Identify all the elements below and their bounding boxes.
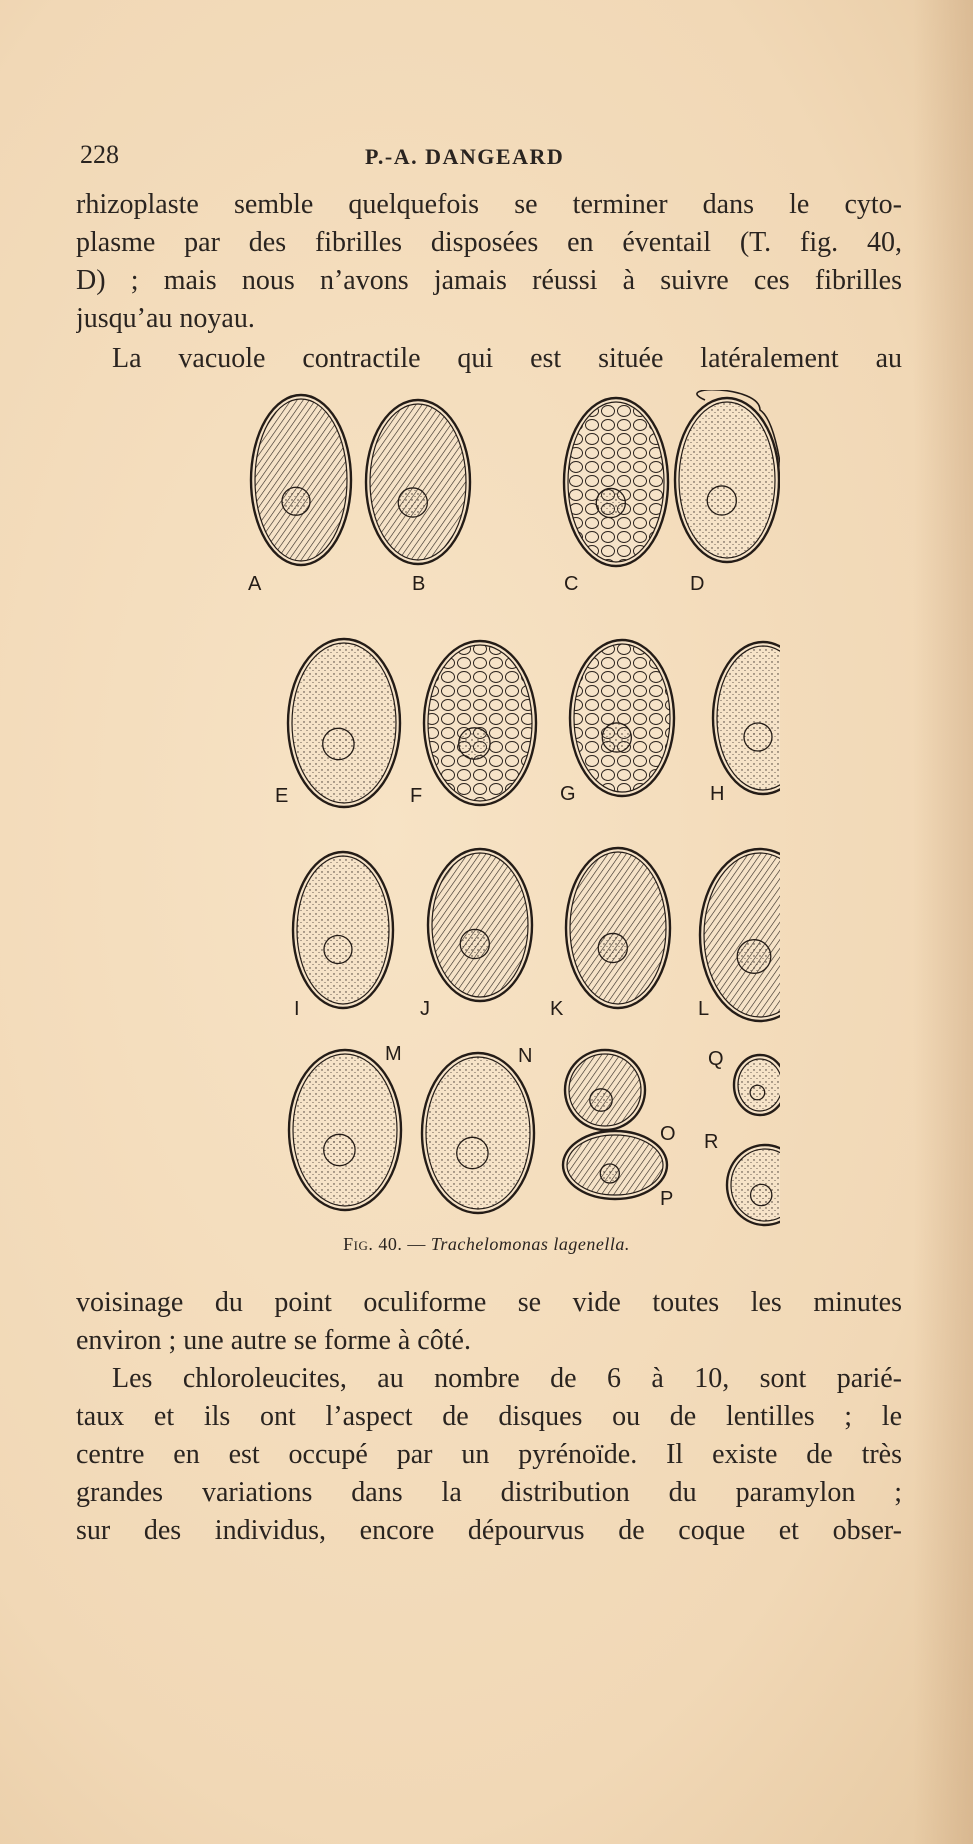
cell-nucleus [457, 1137, 488, 1168]
caption-prefix: Fig. 40. — [343, 1234, 426, 1254]
cell-interior [292, 643, 396, 803]
cell-nucleus [596, 488, 625, 517]
cell-interior [432, 853, 528, 997]
cell-interior [426, 1057, 530, 1209]
panel-label: A [248, 573, 262, 595]
panel-label: D [690, 573, 705, 595]
cell-nucleus [750, 1085, 765, 1100]
cell-interior [370, 404, 466, 560]
panel-label: C [564, 573, 579, 595]
panel-label: L [698, 998, 710, 1020]
cell-nucleus [459, 728, 490, 759]
cell-nucleus [590, 1089, 612, 1111]
cell-interior [293, 1054, 397, 1206]
cell-nucleus [602, 723, 631, 752]
cell-nucleus [751, 1184, 772, 1205]
cell-interior [428, 645, 532, 801]
text-line: environ ; une autre se forme à côté. [76, 1325, 471, 1356]
text-line: La vacuole contractile qui est située latéralement au [112, 343, 902, 374]
panel-label: Q [708, 1048, 724, 1070]
cell-nucleus [460, 929, 489, 958]
panel-label: G [560, 783, 576, 805]
cell-nucleus [737, 940, 771, 974]
panel-label: K [550, 998, 564, 1020]
figure-illustration [200, 390, 780, 1230]
page-header [80, 140, 900, 180]
top-paragraph [76, 186, 902, 338]
text-line: plasme par des fibrilles disposées en éventail (T. fig. 40, [76, 227, 902, 258]
cell-nucleus [324, 1134, 355, 1165]
cell-interior [574, 644, 670, 792]
panel-label: P [660, 1188, 674, 1210]
cell-interior [568, 402, 664, 562]
text-line: grandes variations dans la distribution du paramylon ; [76, 1477, 902, 1508]
caption-title: Trachelomonas lagenella. [430, 1234, 630, 1254]
cell-interior [297, 856, 389, 1004]
panel-label: O [660, 1123, 676, 1145]
running-head: P.-A. DANGEARD [365, 144, 565, 169]
panel-label: J [420, 998, 430, 1020]
cell-nucleus [600, 1164, 619, 1183]
text-line: centre en est occupé par un pyrénoïde. Il existe de très [76, 1439, 902, 1470]
cell-nucleus [324, 936, 352, 964]
cell-nucleus [598, 933, 627, 962]
page-number: 228 [80, 140, 119, 169]
cell-nucleus [398, 488, 427, 517]
text-line: sur des individus, encore dépourvus de coque et obser- [76, 1515, 902, 1546]
panel-label: E [275, 785, 289, 807]
cell-nucleus [323, 728, 354, 759]
cell-interior [255, 399, 347, 561]
panel-label: F [410, 785, 423, 807]
cell-nucleus [707, 486, 736, 515]
cell-interior [679, 402, 775, 558]
bottom-paragraphs [76, 1284, 902, 1550]
text-line: Les chloroleucites, au nombre de 6 à 10, sont parié- [112, 1363, 902, 1394]
cell-interior [570, 852, 666, 1004]
panel-label: M [385, 1043, 402, 1065]
figure-40 [200, 390, 780, 1230]
panel-label: R [704, 1131, 719, 1153]
panel-label: N [518, 1045, 533, 1067]
cell-nucleus [744, 723, 772, 751]
text-line: taux et ils ont l’aspect de disques ou de lentilles ; le [76, 1401, 902, 1432]
second-paragraph [76, 340, 902, 378]
panel-label: H [710, 783, 725, 805]
panel-label: B [412, 573, 426, 595]
text-line: D) ; mais nous n’avons jamais réussi à suivre ces fibrilles [76, 265, 902, 296]
text-line: jusqu’au noyau. [76, 303, 255, 334]
cell-nucleus [282, 487, 310, 515]
panel-label: I [294, 998, 300, 1020]
text-line: rhizoplaste semble quelquefois se terminer dans le cyto- [76, 189, 902, 220]
figure-caption [0, 1234, 973, 1255]
text-line: voisinage du point oculiforme se vide toutes les minutes [76, 1287, 902, 1318]
page-edge-shadow [913, 0, 973, 1844]
